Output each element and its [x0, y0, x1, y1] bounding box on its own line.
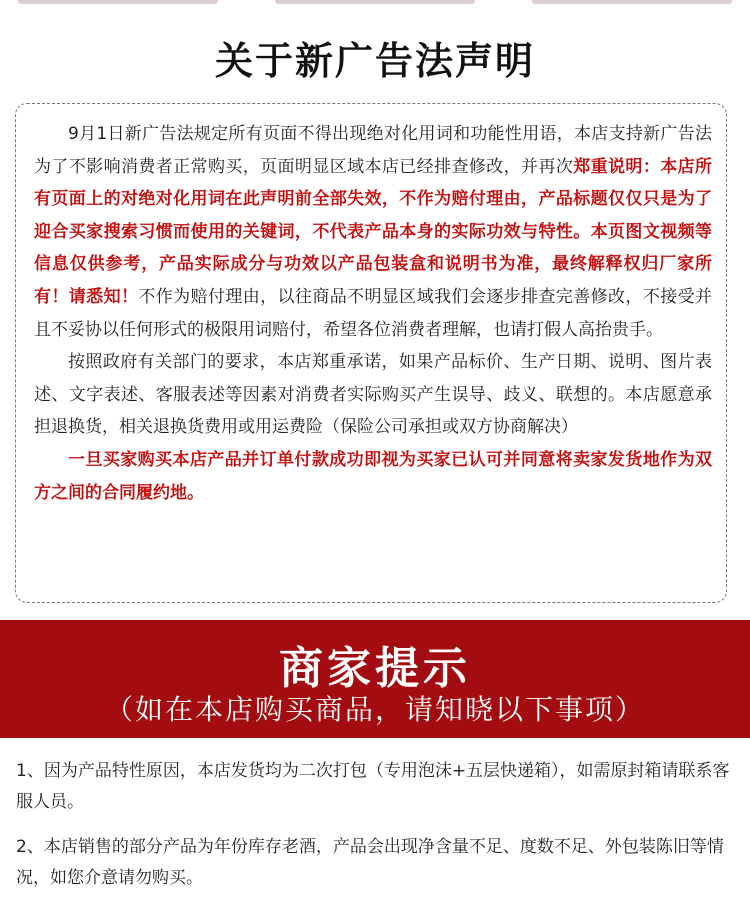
- notice-box: [15, 103, 727, 603]
- notice-paragraph-2: 按照政府有关部门的要求，本店郑重承诺，如果产品标价、生产日期、说明、图片表述、文字表述、客服表述等因素对消费者实际购买产生误导、歧义、联想的。本店愿意承担退换货，相关退换货费用或用运费险（保险公司承担或双方协商解决）: [34, 352, 712, 438]
- merchant-tips-banner: [0, 620, 750, 738]
- banner-title: 商家提示: [279, 643, 471, 694]
- notice-paragraph-1: [34, 118, 712, 346]
- tip-item: 2、本店销售的部分产品为年份库存老酒，产品会出现净含量不足、度数不足、外包装陈旧等情况，如您介意请勿购买。: [16, 837, 724, 888]
- banner-subtitle: （如在本店购买商品，请知晓以下事项）: [104, 693, 645, 726]
- tips-list: [16, 756, 734, 908]
- tip-item: 1、因为产品特性原因，本店发货均为二次打包（专用泡沫+五层快递箱），如需原封箱请联系客服人员。: [16, 761, 730, 812]
- notice-title: 关于新广告法声明: [214, 39, 535, 83]
- notice-p1-emphasis: 郑重说明：本店所有页面上的对绝对化用词在此声明前全部失效，不作为赔付理由，产品标题仅仅只是为了迎合买家搜索习惯而使用的关键词，不代表产品本身的实际功效与特性。本页图文视频等信息仅供参考，产品实际成分与功效以产品包装盒和说明书为准，最终解释权归厂家所有！请悉知！: [34, 156, 713, 307]
- notice-p1-normal: 9月1日新广告法规定所有页面不得出现绝对化用词和功能性用语，本店支持新广告法为了不影响消费者正常购买，页面明显区域本店已经排查修改，并再次: [34, 124, 712, 177]
- notice-paragraph-3: 一旦买家购买本店产品并订单付款成功即视为买家已认可并同意将卖家发货地作为双方之间的合同履约地。: [34, 449, 712, 503]
- top-decoration: [0, 0, 750, 8]
- notice-p1-tail: 不作为赔付理由，以往商品不明显区域我们会逐步排查完善修改，不接受并且不妥协以任何形式的极限用词赔付，希望各位消费者理解，也请打假人高抬贵手。: [34, 286, 713, 340]
